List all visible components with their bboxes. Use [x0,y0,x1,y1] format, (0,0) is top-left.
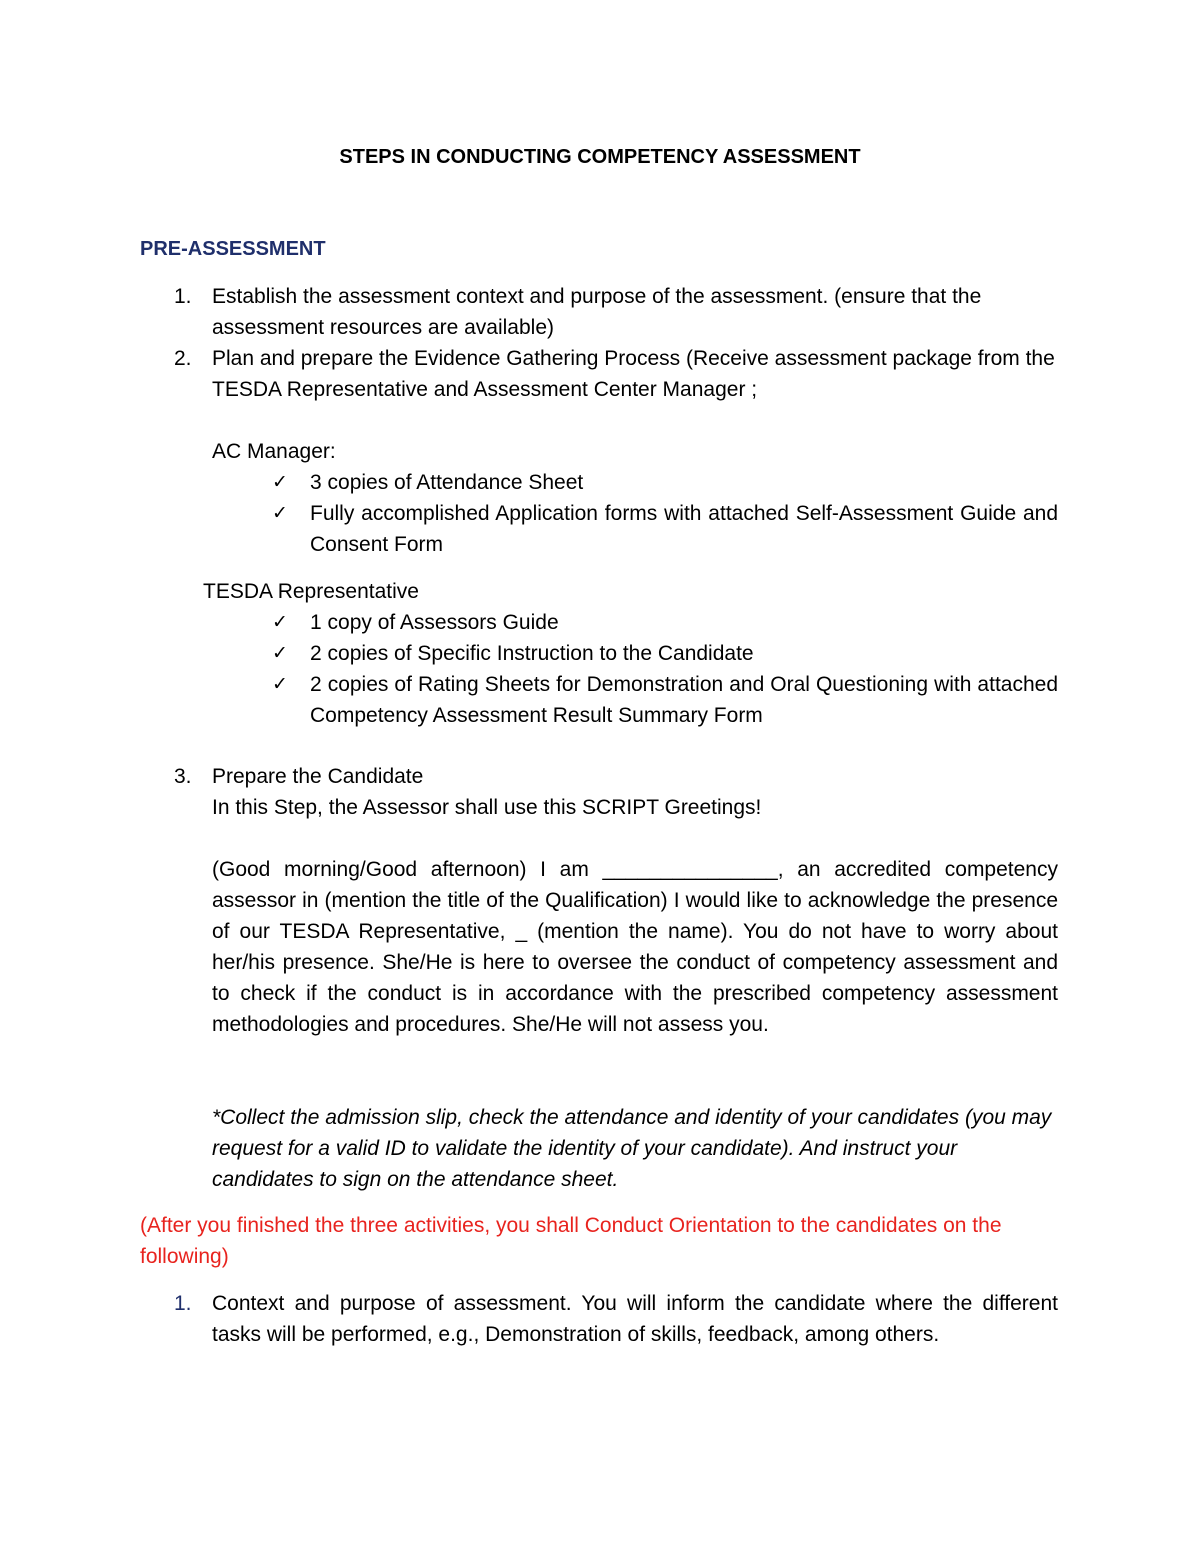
checkmark-icon: ✓ [272,642,288,664]
checkmark-icon: ✓ [272,502,288,524]
admission-slip-note: *Collect the admission slip, check the attendance and identity of your candidates (you may request for a valid ID to validate the identity of your candidate). And instruct your candidates to sign on the attendance sheet. [212,1106,1052,1191]
tesda-rep-item-1-text: 1 copy of Assessors Guide [310,611,559,634]
ac-manager-heading: AC Manager: [212,440,336,463]
orientation-note: (After you finished the three activities, you shall Conduct Orientation to the candidates on the following) [140,1214,1002,1268]
script-paragraph: (Good morning/Good afternoon) I am _______________, an accredited competency assessor in (mention the title of the Qualification) I would like to acknowledge the presence of our TESDA Representative, _ (mention the name). You do not have to worry about her/his presence. She/He is here to oversee the conduct of competency assessment and to check if the conduct is in accordance with the prescribed competency assessment methodologies and procedures. She/He will not assess you. [212,858,1058,1036]
document-title: STEPS IN CONDUCTING COMPETENCY ASSESSMENT [339,146,861,168]
checkmark-icon: ✓ [272,611,288,633]
tesda-rep-item-2-text: 2 copies of Specific Instruction to the Candidate [310,642,754,665]
tesda-rep-heading: TESDA Representative [203,580,419,603]
orientation-item-1-text: Context and purpose of assessment. You will inform the candidate where the different tasks will be performed, e.g., Demonstration of skills, feedback, among others. [212,1292,1058,1346]
step-1-text: Establish the assessment context and purpose of the assessment. (ensure that the assessment resources are available) [212,285,982,339]
tesda-rep-item-3-text: 2 copies of Rating Sheets for Demonstration and Oral Questioning with attached Competency Assessment Result Summary Form [310,673,1058,727]
step-1-number: 1. [174,285,192,308]
checkmark-icon: ✓ [272,471,288,493]
step-3-title: Prepare the Candidate [212,765,424,788]
step-3-instruction: In this Step, the Assessor shall use this SCRIPT Greetings! [212,796,762,819]
ac-manager-item-2-text: Fully accomplished Application forms with attached Self-Assessment Guide and Consent Form [310,502,1058,556]
section-heading-pre-assessment: PRE-ASSESSMENT [140,238,326,260]
checkmark-icon: ✓ [272,673,288,695]
step-2-number: 2. [174,347,192,370]
orientation-item-1-number: 1. [174,1292,192,1315]
step-2-text: Plan and prepare the Evidence Gathering Process (Receive assessment package from the TESDA Representative and Assessment Center Manager ; [212,347,1055,401]
ac-manager-item-1-text: 3 copies of Attendance Sheet [310,471,584,494]
step-3-number: 3. [174,765,192,788]
